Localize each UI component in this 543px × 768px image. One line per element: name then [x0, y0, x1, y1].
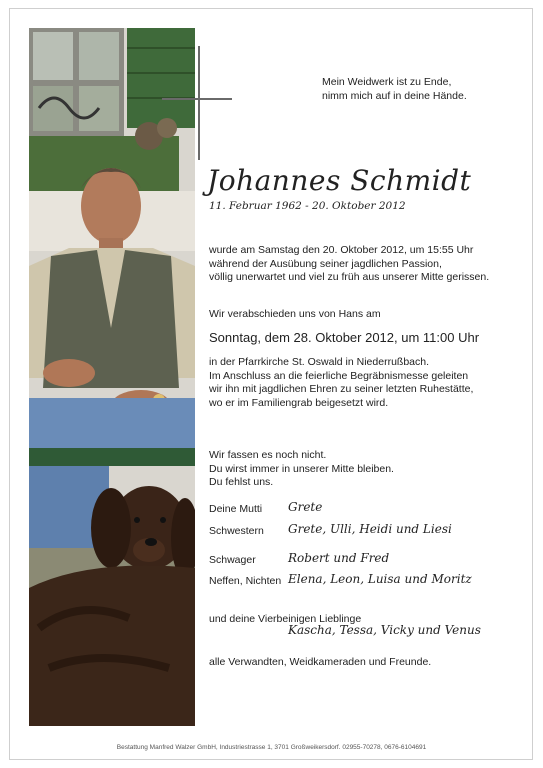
service-details-line: in der Pfarrkirche St. Oswald in Niederrußbach.: [209, 356, 430, 368]
life-dates: 11. Februar 1962 - 20. Oktober 2012: [209, 200, 406, 212]
service-details-line: wo er im Familiengrab beigesetzt wird.: [209, 396, 389, 409]
motto-line: nimm mich auf in deine Hände.: [322, 89, 467, 102]
mourner-names: Robert und Fred: [288, 551, 390, 565]
mourner-names: Grete: [288, 500, 323, 514]
mourner-names: Elena, Leon, Luisa und Moritz: [288, 572, 472, 586]
portrait-illustration: [29, 28, 195, 726]
announcement-line: völlig unerwartet und viel zu früh aus unserer Mitte gerissen.: [209, 271, 490, 283]
announcement-line: während der Ausübung seiner jagdlichen Passion,: [209, 257, 442, 270]
service-details-line: wir ihn mit jagdlichen Ehren zu seiner letzten Ruhestätte,: [209, 383, 474, 395]
mourner-label: Schwager: [209, 554, 256, 566]
cross-vertical: [198, 46, 200, 160]
deceased-name: Johannes Schmidt: [207, 164, 472, 197]
motto: [322, 76, 522, 103]
mourner-label: Schwestern: [209, 525, 264, 537]
closing-verse-line: Du wirst immer in unserer Mitte bleiben.: [209, 462, 394, 475]
service-details: [209, 356, 529, 410]
mourner-names: Grete, Ulli, Heidi und Liesi: [288, 522, 452, 536]
closing-verse-line: Du fehlst uns.: [209, 476, 274, 488]
closing-verse-line: Wir fassen es noch nicht.: [209, 449, 327, 461]
funeral-home-footer: Bestattung Manfred Walzer GmbH, Industriestrasse 1, 3701 Großweikersdorf. 02955-70278, 0676-6104691: [116, 744, 427, 751]
cross-horizontal: [162, 98, 232, 100]
motto-line: Mein Weidwerk ist zu Ende,: [322, 76, 452, 88]
others-line: alle Verwandten, Weidkameraden und Freunde.: [209, 656, 432, 668]
mourner-label: Neffen, Nichten: [209, 575, 282, 587]
pets-intro: und deine Vierbeinigen Lieblinge: [209, 613, 362, 625]
closing-verse: [209, 449, 394, 490]
announcement-line: wurde am Samstag den 20. Oktober 2012, um 15:55 Uhr: [209, 244, 474, 256]
farewell-intro: Wir verabschieden uns von Hans am: [209, 308, 381, 320]
service-details-line: Im Anschluss an die feierliche Begräbnismesse geleiten: [209, 369, 469, 382]
announcement: [209, 244, 529, 285]
mourner-label: Deine Mutti: [209, 503, 263, 515]
service-date: Sonntag, dem 28. Oktober 2012, um 11:00 Uhr: [209, 330, 480, 345]
portrait-photo: [29, 28, 195, 726]
pets-names: Kascha, Tessa, Vicky und Venus: [288, 623, 481, 637]
